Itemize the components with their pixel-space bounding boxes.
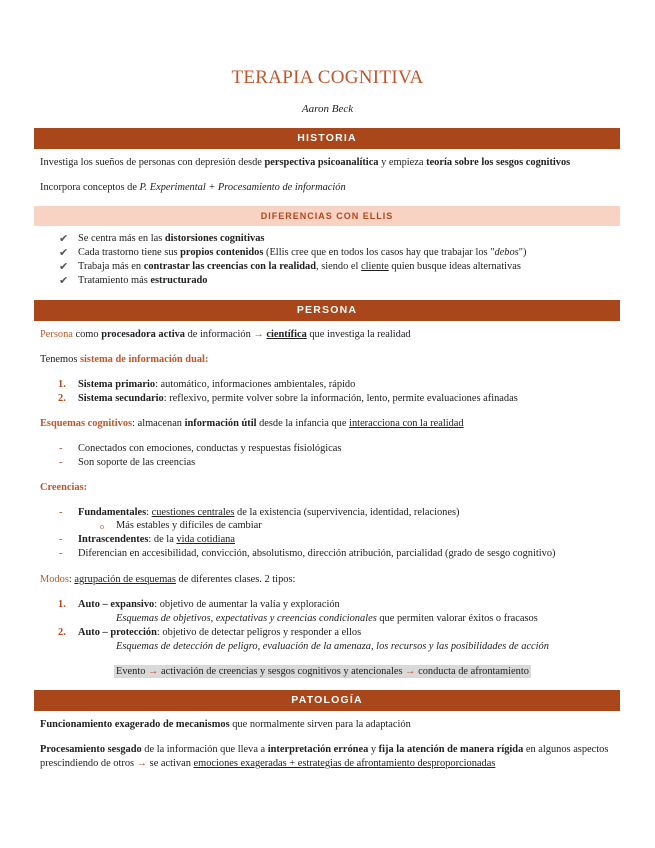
list-number: 1. xyxy=(58,599,66,610)
list-dash: - xyxy=(59,548,63,559)
check-icon: ✔ xyxy=(59,247,69,259)
esquemas-cognitivos-line: Esquemas cognitivos: almacenan información útil desde la infancia que interacciona con la realidad xyxy=(40,418,464,429)
list-number: 2. xyxy=(58,627,66,638)
historia-line-2: Incorpora conceptos de P. Experimental + Procesamiento de información xyxy=(40,182,346,193)
list-dash: - xyxy=(59,443,63,454)
arrow-right-icon: → xyxy=(253,329,264,340)
diferencia-item-2: Cada trastorno tiene sus propios contenidos (Ellis cree que en todos los casos hay que trabajar los "debos") xyxy=(78,247,527,258)
patologia-line-1: Funcionamiento exagerado de mecanismos que normalmente sirven para la adaptación xyxy=(40,719,411,730)
creencia-fundamentales-sub: Más estables y difíciles de cambiar xyxy=(116,520,262,531)
creencia-fundamentales: Fundamentales: cuestiones centrales de la existencia (supervivencia, identidad, relaciones) xyxy=(78,507,460,518)
document-author: Aaron Beck xyxy=(301,103,354,115)
historia-line-1: Investiga los sueños de personas con depresión desde perspectiva psicoanalítica y empieza teoría sobre los sesgos cognitivos xyxy=(40,157,571,168)
arrow-right-icon: → xyxy=(405,666,416,677)
creencia-diferencias: Diferencian en accesibilidad, convicción, absolutismo, dirección atribución, parcialidad (grado de sesgo cognitivo) xyxy=(78,548,556,559)
circle-bullet-icon: o xyxy=(100,522,104,531)
patologia-line-3: prescindiendo de otros → se activan emociones exageradas + estrategias de afrontamiento desproporcionadas xyxy=(40,758,496,769)
diferencia-item-3: Trabaja más en contrastar las creencias con la realidad, siendo el cliente quien busque ideas alternativas xyxy=(78,261,521,272)
list-dash: - xyxy=(59,534,63,545)
modo-auto-proteccion-detalle: Esquemas de detección de peligro, evaluación de la amenaza, los recursos y las posibilidades de acción xyxy=(116,641,549,652)
modo-auto-expansivo: Auto – expansivo: objetivo de aumentar la valía y exploración xyxy=(78,599,340,610)
list-dash: - xyxy=(59,457,63,468)
sistema-primario: Sistema primario: automático, informaciones ambientales, rápido xyxy=(78,379,356,390)
list-number: 2. xyxy=(58,393,66,404)
check-icon: ✔ xyxy=(59,261,69,273)
sistema-secundario: Sistema secundario: reflexivo, permite volver sobre la información, lento, permite evaluaciones afinadas xyxy=(78,393,518,404)
persona-line-2: Tenemos sistema de información dual: xyxy=(40,354,209,365)
diferencia-item-4: Tratamiento más estructurado xyxy=(78,275,208,286)
arrow-right-icon: → xyxy=(136,758,148,769)
section-header-patologia: PATOLOGÍA xyxy=(34,690,620,711)
modos-line: Modos: agrupación de esquemas de diferentes clases. 2 tipos: xyxy=(40,574,296,585)
persona-line-1: Persona como procesadora activa de información → científica que investiga la realidad xyxy=(40,329,411,340)
check-icon: ✔ xyxy=(59,233,69,245)
esquema-item-1: Conectados con emociones, conductas y respuestas fisiológicas xyxy=(78,443,342,454)
modo-auto-expansivo-detalle: Esquemas de objetivos, expectativas y creencias condicionales que permiten valorar éxitos o fracasos xyxy=(116,613,538,624)
document-title: TERAPIA COGNITIVA xyxy=(231,67,424,88)
diferencia-item-1: Se centra más en las distorsiones cognitivas xyxy=(78,233,265,244)
patologia-line-2: Procesamiento sesgado de la información que lleva a interpretación errónea y fija la atención de manera rígida en algunos aspectos xyxy=(40,744,609,755)
list-number: 1. xyxy=(58,379,66,390)
evento-secuencia-highlight: Evento → activación de creencias y sesgos cognitivos y atencionales → conducta de afrontamiento xyxy=(116,666,529,677)
section-header-diferencias: DIFERENCIAS CON ELLIS xyxy=(34,206,620,226)
creencias-heading: Creencias: xyxy=(40,482,88,493)
creencia-intrascendentes: Intrascendentes: de la vida cotidiana xyxy=(78,534,235,545)
list-dash: - xyxy=(59,507,63,518)
check-icon: ✔ xyxy=(59,275,69,287)
section-header-historia: HISTORIA xyxy=(34,128,620,149)
esquema-item-2: Son soporte de las creencias xyxy=(78,457,196,468)
arrow-right-icon: → xyxy=(148,666,159,677)
section-header-persona: PERSONA xyxy=(34,300,620,321)
modo-auto-proteccion: Auto – protección: objetivo de detectar peligros y responder a ellos xyxy=(78,627,362,638)
